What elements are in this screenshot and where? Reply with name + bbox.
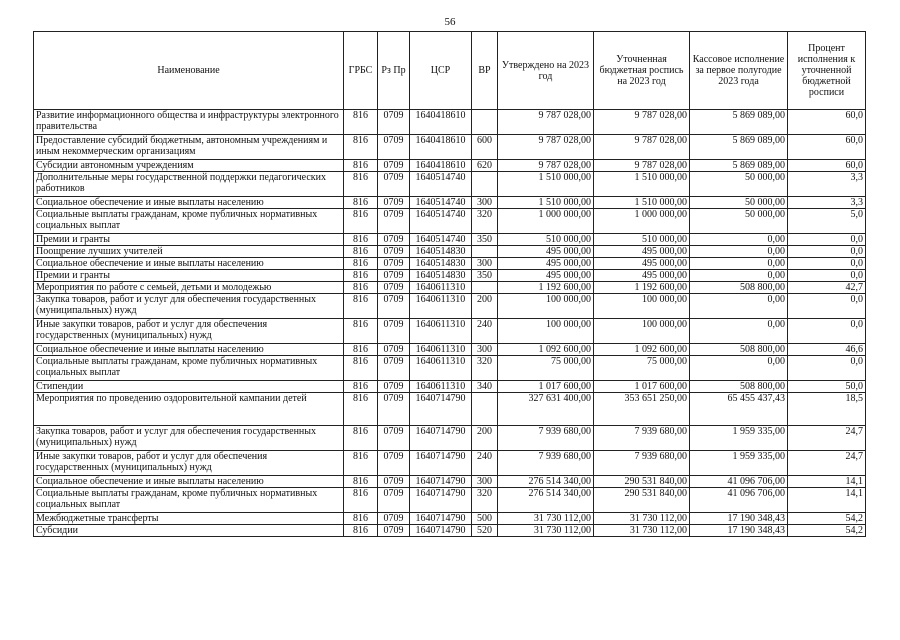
cell-csr: 1640514740 [410,197,472,209]
cell-cash: 41 096 706,00 [690,476,788,488]
cell-refined: 9 787 028,00 [594,160,690,172]
cell-percent: 60,0 [788,110,866,135]
cell-percent: 42,7 [788,282,866,294]
cell-rzpr: 0709 [378,319,410,344]
table-row [34,160,866,172]
cell-vr: 300 [472,344,498,356]
cell-name: Мероприятия по работе с семьей, детьми и молодежью [34,282,344,294]
table-row [34,426,866,451]
cell-percent: 3,3 [788,172,866,197]
table-row [34,356,866,381]
cell-cash: 65 455 437,43 [690,393,788,426]
table-row [34,135,866,160]
cell-percent: 24,7 [788,451,866,476]
cell-grbs: 816 [344,246,378,258]
cell-percent: 0,0 [788,246,866,258]
cell-grbs: 816 [344,476,378,488]
cell-refined: 9 787 028,00 [594,110,690,135]
table-row [34,209,866,234]
cell-refined: 100 000,00 [594,319,690,344]
cell-refined: 9 787 028,00 [594,135,690,160]
header-approved: Утверждено на 2023 год [498,32,594,110]
cell-percent: 5,0 [788,209,866,234]
cell-cash: 0,00 [690,319,788,344]
cell-refined: 495 000,00 [594,270,690,282]
cell-rzpr: 0709 [378,344,410,356]
cell-cash: 50 000,00 [690,209,788,234]
cell-percent: 60,0 [788,160,866,172]
cell-name: Субсидии [34,525,344,537]
cell-refined: 1 510 000,00 [594,172,690,197]
cell-csr: 1640714790 [410,525,472,537]
cell-percent: 24,7 [788,426,866,451]
cell-percent: 0,0 [788,319,866,344]
header-rzpr: Рз Пр [378,32,410,110]
cell-name: Социальное обеспечение и иные выплаты населению [34,197,344,209]
cell-approved: 9 787 028,00 [498,135,594,160]
cell-name: Социальное обеспечение и иные выплаты населению [34,476,344,488]
cell-approved: 1 192 600,00 [498,282,594,294]
cell-refined: 31 730 112,00 [594,525,690,537]
cell-grbs: 816 [344,110,378,135]
cell-vr: 320 [472,488,498,513]
table-row [34,488,866,513]
cell-name: Закупка товаров, работ и услуг для обеспечения государственных (муниципальных) нужд [34,426,344,451]
cell-csr: 1640514830 [410,270,472,282]
cell-approved: 9 787 028,00 [498,160,594,172]
cell-csr: 1640714790 [410,451,472,476]
cell-vr: 300 [472,258,498,270]
cell-csr: 1640418610 [410,160,472,172]
cell-name: Социальные выплаты гражданам, кроме публичных нормативных социальных выплат [34,209,344,234]
cell-vr: 500 [472,513,498,525]
cell-approved: 495 000,00 [498,258,594,270]
cell-cash: 17 190 348,43 [690,513,788,525]
cell-grbs: 816 [344,488,378,513]
cell-approved: 327 631 400,00 [498,393,594,426]
cell-name: Иные закупки товаров, работ и услуг для обеспечения государственных (муниципальных) нужд [34,451,344,476]
cell-refined: 100 000,00 [594,294,690,319]
cell-approved: 31 730 112,00 [498,513,594,525]
cell-cash: 17 190 348,43 [690,525,788,537]
cell-approved: 276 514 340,00 [498,476,594,488]
cell-grbs: 816 [344,393,378,426]
cell-grbs: 816 [344,209,378,234]
table-row [34,381,866,393]
cell-vr [472,282,498,294]
cell-rzpr: 0709 [378,110,410,135]
cell-name: Социальное обеспечение и иные выплаты населению [34,258,344,270]
cell-vr: 320 [472,356,498,381]
cell-grbs: 816 [344,270,378,282]
cell-refined: 353 651 250,00 [594,393,690,426]
cell-vr: 200 [472,426,498,451]
cell-refined: 7 939 680,00 [594,451,690,476]
cell-name: Дополнительные меры государственной поддержки педагогических работников [34,172,344,197]
cell-grbs: 816 [344,234,378,246]
page-number: 56 [444,16,456,28]
cell-csr: 1640418610 [410,135,472,160]
cell-percent: 0,0 [788,356,866,381]
cell-refined: 290 531 840,00 [594,488,690,513]
cell-name: Предоставление субсидий бюджетным, автономным учреждениям и иным некоммерческим организациям [34,135,344,160]
cell-vr [472,393,498,426]
table-row [34,172,866,197]
header-cash: Кассовое исполнение за первое полугодие 2023 года [690,32,788,110]
cell-vr: 320 [472,209,498,234]
cell-vr [472,172,498,197]
cell-cash: 0,00 [690,258,788,270]
cell-percent: 0,0 [788,258,866,270]
cell-refined: 7 939 680,00 [594,426,690,451]
table-row [34,451,866,476]
cell-rzpr: 0709 [378,426,410,451]
cell-grbs: 816 [344,160,378,172]
cell-name: Премии и гранты [34,270,344,282]
cell-approved: 495 000,00 [498,246,594,258]
cell-vr: 300 [472,197,498,209]
table-row [34,513,866,525]
cell-csr: 1640514740 [410,172,472,197]
cell-name: Социальные выплаты гражданам, кроме публичных нормативных социальных выплат [34,356,344,381]
cell-refined: 1 192 600,00 [594,282,690,294]
cell-refined: 31 730 112,00 [594,513,690,525]
cell-rzpr: 0709 [378,197,410,209]
cell-vr [472,246,498,258]
cell-approved: 1 092 600,00 [498,344,594,356]
cell-percent: 18,5 [788,393,866,426]
table-header-row [34,32,866,110]
cell-name: Поощрение лучших учителей [34,246,344,258]
cell-csr: 1640714790 [410,488,472,513]
cell-csr: 1640418610 [410,110,472,135]
cell-approved: 276 514 340,00 [498,488,594,513]
cell-grbs: 816 [344,135,378,160]
cell-percent: 50,0 [788,381,866,393]
cell-refined: 1 000 000,00 [594,209,690,234]
table-row [34,234,866,246]
cell-refined: 290 531 840,00 [594,476,690,488]
table-row [34,258,866,270]
cell-refined: 495 000,00 [594,258,690,270]
cell-cash: 508 800,00 [690,344,788,356]
cell-percent: 14,1 [788,488,866,513]
cell-cash: 5 869 089,00 [690,135,788,160]
table-row [34,476,866,488]
cell-rzpr: 0709 [378,393,410,426]
cell-name: Стипендии [34,381,344,393]
cell-rzpr: 0709 [378,234,410,246]
header-refined: Уточненная бюджетная роспись на 2023 год [594,32,690,110]
cell-approved: 1 510 000,00 [498,197,594,209]
cell-name: Социальные выплаты гражданам, кроме публичных нормативных социальных выплат [34,488,344,513]
table-row [34,294,866,319]
cell-percent: 46,6 [788,344,866,356]
cell-approved: 510 000,00 [498,234,594,246]
cell-rzpr: 0709 [378,488,410,513]
header-percent: Процент исполнения к уточненной бюджетной росписи [788,32,866,110]
cell-rzpr: 0709 [378,294,410,319]
cell-approved: 100 000,00 [498,294,594,319]
table-row [34,270,866,282]
cell-rzpr: 0709 [378,282,410,294]
header-grbs: ГРБС [344,32,378,110]
cell-vr [472,110,498,135]
cell-approved: 31 730 112,00 [498,525,594,537]
cell-approved: 1 017 600,00 [498,381,594,393]
table-row [34,344,866,356]
cell-percent: 54,2 [788,513,866,525]
cell-vr: 520 [472,525,498,537]
cell-vr: 350 [472,270,498,282]
cell-approved: 100 000,00 [498,319,594,344]
cell-cash: 508 800,00 [690,282,788,294]
cell-csr: 1640514740 [410,209,472,234]
cell-name: Социальное обеспечение и иные выплаты населению [34,344,344,356]
cell-percent: 0,0 [788,270,866,282]
cell-rzpr: 0709 [378,160,410,172]
cell-vr: 350 [472,234,498,246]
header-vr: ВР [472,32,498,110]
cell-refined: 1 017 600,00 [594,381,690,393]
cell-cash: 50 000,00 [690,172,788,197]
cell-approved: 9 787 028,00 [498,110,594,135]
cell-cash: 1 959 335,00 [690,451,788,476]
cell-csr: 1640514830 [410,258,472,270]
cell-refined: 1 510 000,00 [594,197,690,209]
cell-cash: 50 000,00 [690,197,788,209]
cell-name: Закупка товаров, работ и услуг для обеспечения государственных (муниципальных) нужд [34,294,344,319]
cell-grbs: 816 [344,513,378,525]
cell-csr: 1640714790 [410,513,472,525]
cell-grbs: 816 [344,381,378,393]
cell-csr: 1640714790 [410,476,472,488]
table-row [34,525,866,537]
table-row [34,393,866,426]
table-row [34,110,866,135]
cell-cash: 41 096 706,00 [690,488,788,513]
cell-rzpr: 0709 [378,525,410,537]
cell-grbs: 816 [344,356,378,381]
cell-name: Межбюджетные трансферты [34,513,344,525]
cell-percent: 54,2 [788,525,866,537]
cell-refined: 495 000,00 [594,246,690,258]
table-row [34,282,866,294]
cell-grbs: 816 [344,525,378,537]
cell-grbs: 816 [344,294,378,319]
cell-csr: 1640611310 [410,356,472,381]
cell-grbs: 816 [344,258,378,270]
cell-refined: 75 000,00 [594,356,690,381]
cell-name: Иные закупки товаров, работ и услуг для обеспечения государственных (муниципальных) нужд [34,319,344,344]
cell-rzpr: 0709 [378,258,410,270]
header-csr: ЦСР [410,32,472,110]
cell-csr: 1640611310 [410,381,472,393]
cell-percent: 60,0 [788,135,866,160]
cell-csr: 1640611310 [410,282,472,294]
table-row [34,246,866,258]
cell-cash: 0,00 [690,234,788,246]
cell-vr: 620 [472,160,498,172]
cell-rzpr: 0709 [378,451,410,476]
cell-csr: 1640714790 [410,426,472,451]
table-row [34,319,866,344]
cell-csr: 1640514830 [410,246,472,258]
cell-cash: 0,00 [690,246,788,258]
cell-rzpr: 0709 [378,513,410,525]
cell-rzpr: 0709 [378,209,410,234]
cell-rzpr: 0709 [378,381,410,393]
budget-execution-table [33,31,866,537]
cell-grbs: 816 [344,344,378,356]
cell-approved: 7 939 680,00 [498,426,594,451]
cell-csr: 1640611310 [410,319,472,344]
cell-vr: 300 [472,476,498,488]
cell-cash: 5 869 089,00 [690,160,788,172]
cell-name: Премии и гранты [34,234,344,246]
table-row [34,197,866,209]
cell-refined: 510 000,00 [594,234,690,246]
cell-refined: 1 092 600,00 [594,344,690,356]
cell-vr: 240 [472,451,498,476]
cell-cash: 0,00 [690,270,788,282]
cell-approved: 7 939 680,00 [498,451,594,476]
cell-name: Развитие информационного общества и инфраструктуры электронного правительства [34,110,344,135]
cell-grbs: 816 [344,282,378,294]
cell-grbs: 816 [344,426,378,451]
cell-csr: 1640611310 [410,294,472,319]
header-name: Наименование [34,32,344,110]
cell-approved: 75 000,00 [498,356,594,381]
cell-cash: 0,00 [690,356,788,381]
cell-vr: 340 [472,381,498,393]
cell-grbs: 816 [344,319,378,344]
cell-percent: 3,3 [788,197,866,209]
cell-csr: 1640514740 [410,234,472,246]
cell-rzpr: 0709 [378,476,410,488]
cell-approved: 495 000,00 [498,270,594,282]
cell-grbs: 816 [344,197,378,209]
cell-approved: 1 510 000,00 [498,172,594,197]
cell-cash: 0,00 [690,294,788,319]
cell-csr: 1640714790 [410,393,472,426]
cell-approved: 1 000 000,00 [498,209,594,234]
cell-percent: 14,1 [788,476,866,488]
cell-rzpr: 0709 [378,270,410,282]
cell-percent: 0,0 [788,234,866,246]
cell-grbs: 816 [344,451,378,476]
cell-grbs: 816 [344,172,378,197]
cell-name: Мероприятия по проведению оздоровительной кампании детей [34,393,344,426]
cell-rzpr: 0709 [378,246,410,258]
cell-cash: 5 869 089,00 [690,110,788,135]
cell-csr: 1640611310 [410,344,472,356]
cell-percent: 0,0 [788,294,866,319]
cell-vr: 240 [472,319,498,344]
cell-rzpr: 0709 [378,172,410,197]
cell-name: Субсидии автономным учреждениям [34,160,344,172]
cell-vr: 200 [472,294,498,319]
cell-cash: 508 800,00 [690,381,788,393]
cell-vr: 600 [472,135,498,160]
cell-rzpr: 0709 [378,356,410,381]
cell-cash: 1 959 335,00 [690,426,788,451]
cell-rzpr: 0709 [378,135,410,160]
